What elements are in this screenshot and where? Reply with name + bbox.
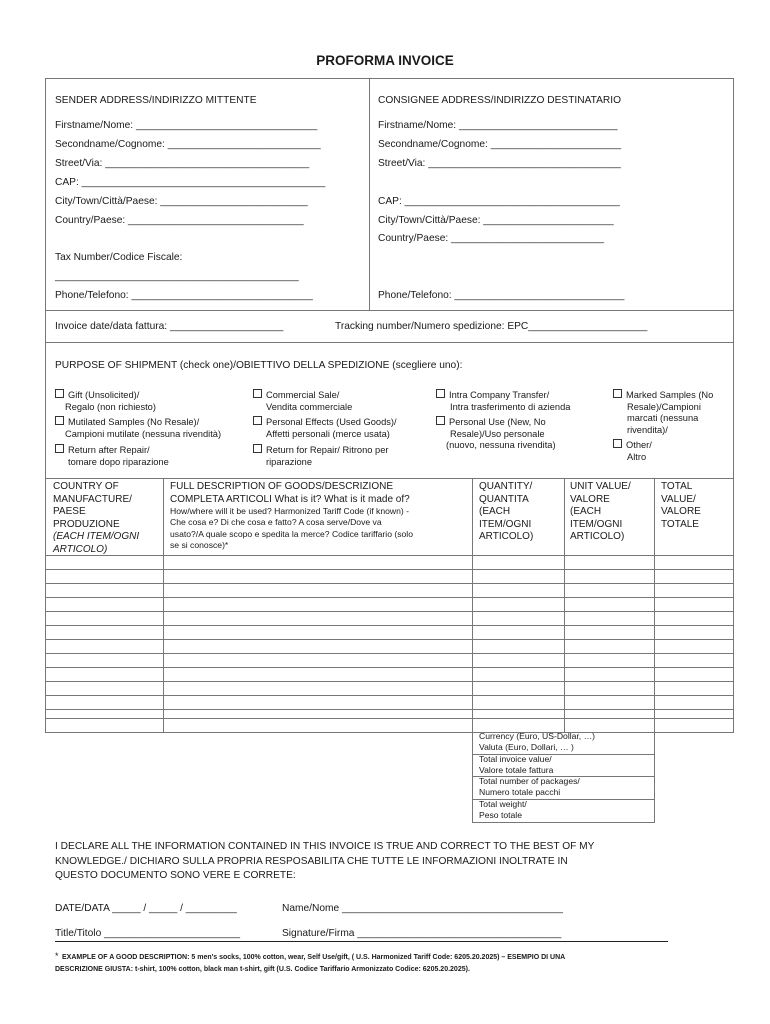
option-commercial-label: Commercial Sale/ xyxy=(266,390,340,400)
name-field[interactable]: Name/Nome _______________________________________ xyxy=(282,903,563,914)
option-mutilated-sublabel: Campioni mutilate (nessuna rivendità) xyxy=(65,428,222,439)
divider-purpose xyxy=(45,478,734,479)
col-header-desc-line: Che cosa e? Di che cosa e fatto? A cosa serve/Dove va xyxy=(170,517,382,528)
sender-cap-field[interactable]: CAP: ___________________________________________ xyxy=(55,177,326,188)
summary-packages-line: Total number of packages/ xyxy=(479,776,580,786)
option-personal-effects-sublabel: Affetti personali (merce usata) xyxy=(266,428,390,439)
col-header-qty-line: (EACH xyxy=(479,506,511,517)
table-row xyxy=(45,653,734,654)
checkbox-intra-company[interactable] xyxy=(436,389,445,398)
col-header-qty-line: QUANTITY/ xyxy=(479,481,533,492)
option-personal-use[interactable] xyxy=(436,416,606,452)
footnote-line: DESCRIZIONE GIUSTA: t-shirt, 100% cotton, black man t-shirt, gift (U.S. Codice Tariffario Armonizzato Codice: 6205.20.2025). xyxy=(55,965,470,973)
option-return-for-repair[interactable] xyxy=(253,444,433,468)
col-header-country-italic: (EACH ITEM/OGNI xyxy=(53,531,140,542)
col-header-qty-line: QUANTITA xyxy=(479,493,529,505)
col-header-desc-line: se si conosce)* xyxy=(170,540,229,551)
sender-heading: SENDER ADDRESS/INDIRIZZO MITTENTE xyxy=(55,95,257,106)
signature-field[interactable]: Signature/Firma ____________________________________ xyxy=(282,928,562,939)
col-header-total-line: VALUE/ xyxy=(661,493,696,505)
col-header-unit-line: ARTICOLO) xyxy=(570,531,625,542)
option-marked-sublabel-2: marcati (nessuna xyxy=(627,413,699,424)
table-row xyxy=(45,569,734,570)
col-header-desc-title: FULL DESCRIPTION OF GOODS/DESCRIZIONE xyxy=(170,481,393,492)
col-header-description xyxy=(170,481,470,552)
col-header-total-line: TOTAL xyxy=(661,481,693,492)
col-header-total-line: VALORE xyxy=(661,506,701,517)
consignee-cap-field[interactable]: CAP: ______________________________________ xyxy=(378,196,620,207)
option-personal-use-sublabel-1: Resale)/Uso personale xyxy=(450,428,545,439)
col-header-desc-line: COMPLETA ARTICOLI What is it? What is it made of? xyxy=(170,493,410,505)
sender-phone-field[interactable]: Phone/Telefono: ________________________________ xyxy=(55,290,313,301)
option-gift-sublabel: Regalo (non richiesto) xyxy=(65,401,156,412)
col-header-qty-line: ARTICOLO) xyxy=(479,531,534,542)
consignee-heading: CONSIGNEE ADDRESS/INDIRIZZO DESTINATARIO xyxy=(378,95,622,106)
checkbox-personal-effects[interactable] xyxy=(253,416,262,425)
option-return-after-repair[interactable] xyxy=(55,444,245,468)
divider-invoice xyxy=(45,342,734,343)
consignee-country-field[interactable]: Country/Paese: ___________________________ xyxy=(378,233,605,244)
consignee-firstname-field[interactable]: Firstname/Nome: ____________________________ xyxy=(378,120,618,131)
summary-invoice-line: Total invoice value/ xyxy=(479,754,552,764)
sender-consignee-divider xyxy=(369,78,370,310)
table-row xyxy=(45,583,734,584)
footnote-rule xyxy=(55,941,668,942)
consignee-secondname-field[interactable]: Secondname/Cognome: _______________________ xyxy=(378,139,622,150)
col-header-country xyxy=(53,481,161,556)
option-personal-use-label: Personal Use (New, No xyxy=(449,417,546,427)
date-field[interactable]: DATE/DATA _____ / _____ / _________ xyxy=(55,903,237,914)
checkbox-marked-samples[interactable] xyxy=(613,389,622,398)
option-marked-label: Marked Samples (No xyxy=(626,390,714,400)
declaration xyxy=(55,840,594,884)
consignee-city-field[interactable]: City/Town/Città/Paese: _______________________ xyxy=(378,215,614,226)
col-header-country-line: PRODUZIONE xyxy=(53,518,120,530)
footnote-star: * xyxy=(55,951,59,961)
sender-firstname-field[interactable]: Firstname/Nome: ________________________________ xyxy=(55,120,318,131)
summary-weight-line: Total weight/ xyxy=(479,799,527,809)
option-return-after-label: Return after Repair/ xyxy=(68,445,150,455)
sender-tax-label: Tax Number/Codice Fiscale: xyxy=(55,252,183,263)
option-return-after-sublabel: tomare dopo riparazione xyxy=(68,456,169,467)
sender-tax-field[interactable]: ___________________________________________ xyxy=(55,271,299,282)
col-header-desc-line: How/where will it be used? Harmonized Tariff Code (if known) - xyxy=(170,505,409,516)
declaration-line: QUESTO DOCUMENTO SONO VERE E CORRETE: xyxy=(55,870,296,881)
option-return-for-label: Return for Repair/ Ritrono per xyxy=(266,445,389,455)
col-header-desc-line: usato?/A quale scopo e spedita la merce? Codice tariffario (solo xyxy=(170,528,413,539)
summary-packages-line: Numero totale pacchi xyxy=(479,787,561,797)
consignee-street-field[interactable]: Street/Via: __________________________________ xyxy=(378,158,621,169)
option-intra-company[interactable] xyxy=(436,389,606,413)
divider-address xyxy=(45,310,734,311)
summary-currency xyxy=(479,731,595,752)
option-gift[interactable] xyxy=(55,389,245,413)
tracking-number-field[interactable]: Tracking number/Numero spedizione: EPC_____________________ xyxy=(335,321,648,332)
declaration-line: I DECLARE ALL THE INFORMATION CONTAINED IN THIS INVOICE IS TRUE AND CORRECT TO THE BEST OF MY xyxy=(55,841,595,852)
option-marked-sublabel-1: Resale)/Campioni xyxy=(627,401,701,412)
table-row xyxy=(45,639,734,640)
option-return-for-sublabel: riparazione xyxy=(266,456,312,467)
checkbox-personal-use[interactable] xyxy=(436,416,445,425)
table-row xyxy=(45,611,734,612)
option-mutilated[interactable] xyxy=(55,416,255,440)
sender-street-field[interactable]: Street/Via: ____________________________________ xyxy=(55,158,310,169)
col-header-unit-line: (EACH xyxy=(570,506,602,517)
option-personal-use-sublabel-2: (nuovo, nessuna rivendita) xyxy=(446,440,556,451)
table-row xyxy=(45,709,734,710)
col-header-unit-line: UNIT VALUE/ xyxy=(570,481,631,492)
summary-invoice-line: Valore totale fattura xyxy=(479,765,554,775)
checkbox-gift[interactable] xyxy=(55,389,64,398)
checkbox-return-after-repair[interactable] xyxy=(55,444,64,453)
table-row xyxy=(45,718,734,719)
option-commercial-sublabel: Vendita commerciale xyxy=(266,401,353,412)
table-row xyxy=(45,667,734,668)
checkbox-return-for-repair[interactable] xyxy=(253,444,262,453)
summary-packages xyxy=(479,776,580,798)
checkbox-other[interactable] xyxy=(613,439,622,448)
checkbox-commercial[interactable] xyxy=(253,389,262,398)
sender-secondname-field[interactable]: Secondname/Cognome: ___________________________ xyxy=(55,139,321,150)
option-marked-samples[interactable] xyxy=(613,389,733,436)
col-header-country-italic: ARTICOLO) xyxy=(53,543,108,555)
option-other-label: Other/ xyxy=(626,440,652,450)
table-row xyxy=(45,597,734,598)
table-row xyxy=(45,625,734,626)
option-intra-sublabel: Intra trasferimento di azienda xyxy=(450,401,571,412)
sender-country-field[interactable]: Country/Paese: _______________________________ xyxy=(55,215,304,226)
footnote xyxy=(55,952,735,975)
option-personal-effects[interactable] xyxy=(253,416,433,440)
col-header-total-line: TOTALE xyxy=(661,518,699,530)
col-header-unit-line: ITEM/OGNI xyxy=(570,518,623,530)
option-mutilated-label: Mutilated Samples (No Resale)/ xyxy=(68,417,200,427)
option-marked-sublabel-3: rivendita)/ xyxy=(627,424,668,435)
col-header-quantity xyxy=(479,481,563,544)
summary-currency-line: Valuta (Euro, Dollari, … ) xyxy=(479,741,574,752)
col-header-unit-value xyxy=(570,481,654,544)
summary-invoice-value xyxy=(479,754,553,776)
col-header-country-line: PAESE xyxy=(53,506,86,517)
col-header-country-line: COUNTRY OF xyxy=(53,481,119,492)
page-title: PROFORMA INVOICE xyxy=(316,53,454,68)
checkbox-mutilated[interactable] xyxy=(55,416,64,425)
table-row xyxy=(45,695,734,696)
option-other[interactable] xyxy=(613,439,733,463)
sender-city-field[interactable]: City/Town/Città/Paese: __________________________ xyxy=(55,196,308,207)
table-row xyxy=(45,681,734,682)
invoice-date-field[interactable]: Invoice date/data fattura: ____________________ xyxy=(55,321,284,332)
declaration-line: KNOWLEDGE./ DICHIARO SULLA PROPRIA RESPOSABILITA CHE TUTTE LE INFORMAZIONI INOLTRATE IN xyxy=(55,855,568,867)
option-intra-label: Intra Company Transfer/ xyxy=(449,390,550,400)
option-personal-effects-label: Personal Effects (Used Goods)/ xyxy=(266,417,397,427)
purpose-heading: PURPOSE OF SHIPMENT (check one)/OBIETTIVO DELLA SPEDIZIONE (scegliere uno): xyxy=(55,360,463,371)
summary-currency-line: Currency (Euro, US-Dollar, …) xyxy=(479,731,596,741)
summary-weight xyxy=(479,799,527,821)
option-commercial[interactable] xyxy=(253,389,433,413)
col-header-total-value xyxy=(661,481,733,531)
col-header-unit-line: VALORE xyxy=(570,493,610,505)
summary-weight-line: Peso totale xyxy=(479,810,522,820)
col-header-qty-line: ITEM/OGNI xyxy=(479,518,532,530)
option-gift-label: Gift (Unsolicited)/ xyxy=(68,390,140,400)
option-other-sublabel: Altro xyxy=(627,451,647,462)
col-header-country-line: MANUFACTURE/ xyxy=(53,493,132,505)
title-field[interactable]: Title/Titolo ________________________ xyxy=(55,928,241,939)
consignee-phone-field[interactable]: Phone/Telefono: ______________________________ xyxy=(378,290,625,301)
footnote-line: EXAMPLE OF A GOOD DESCRIPTION: 5 men's socks, 100% cotton, wear, Self Use/gift, ( U.S. Harmonized Tariff Code: 6205.20.2025) – ESEMPIO DI UNA xyxy=(62,954,566,961)
